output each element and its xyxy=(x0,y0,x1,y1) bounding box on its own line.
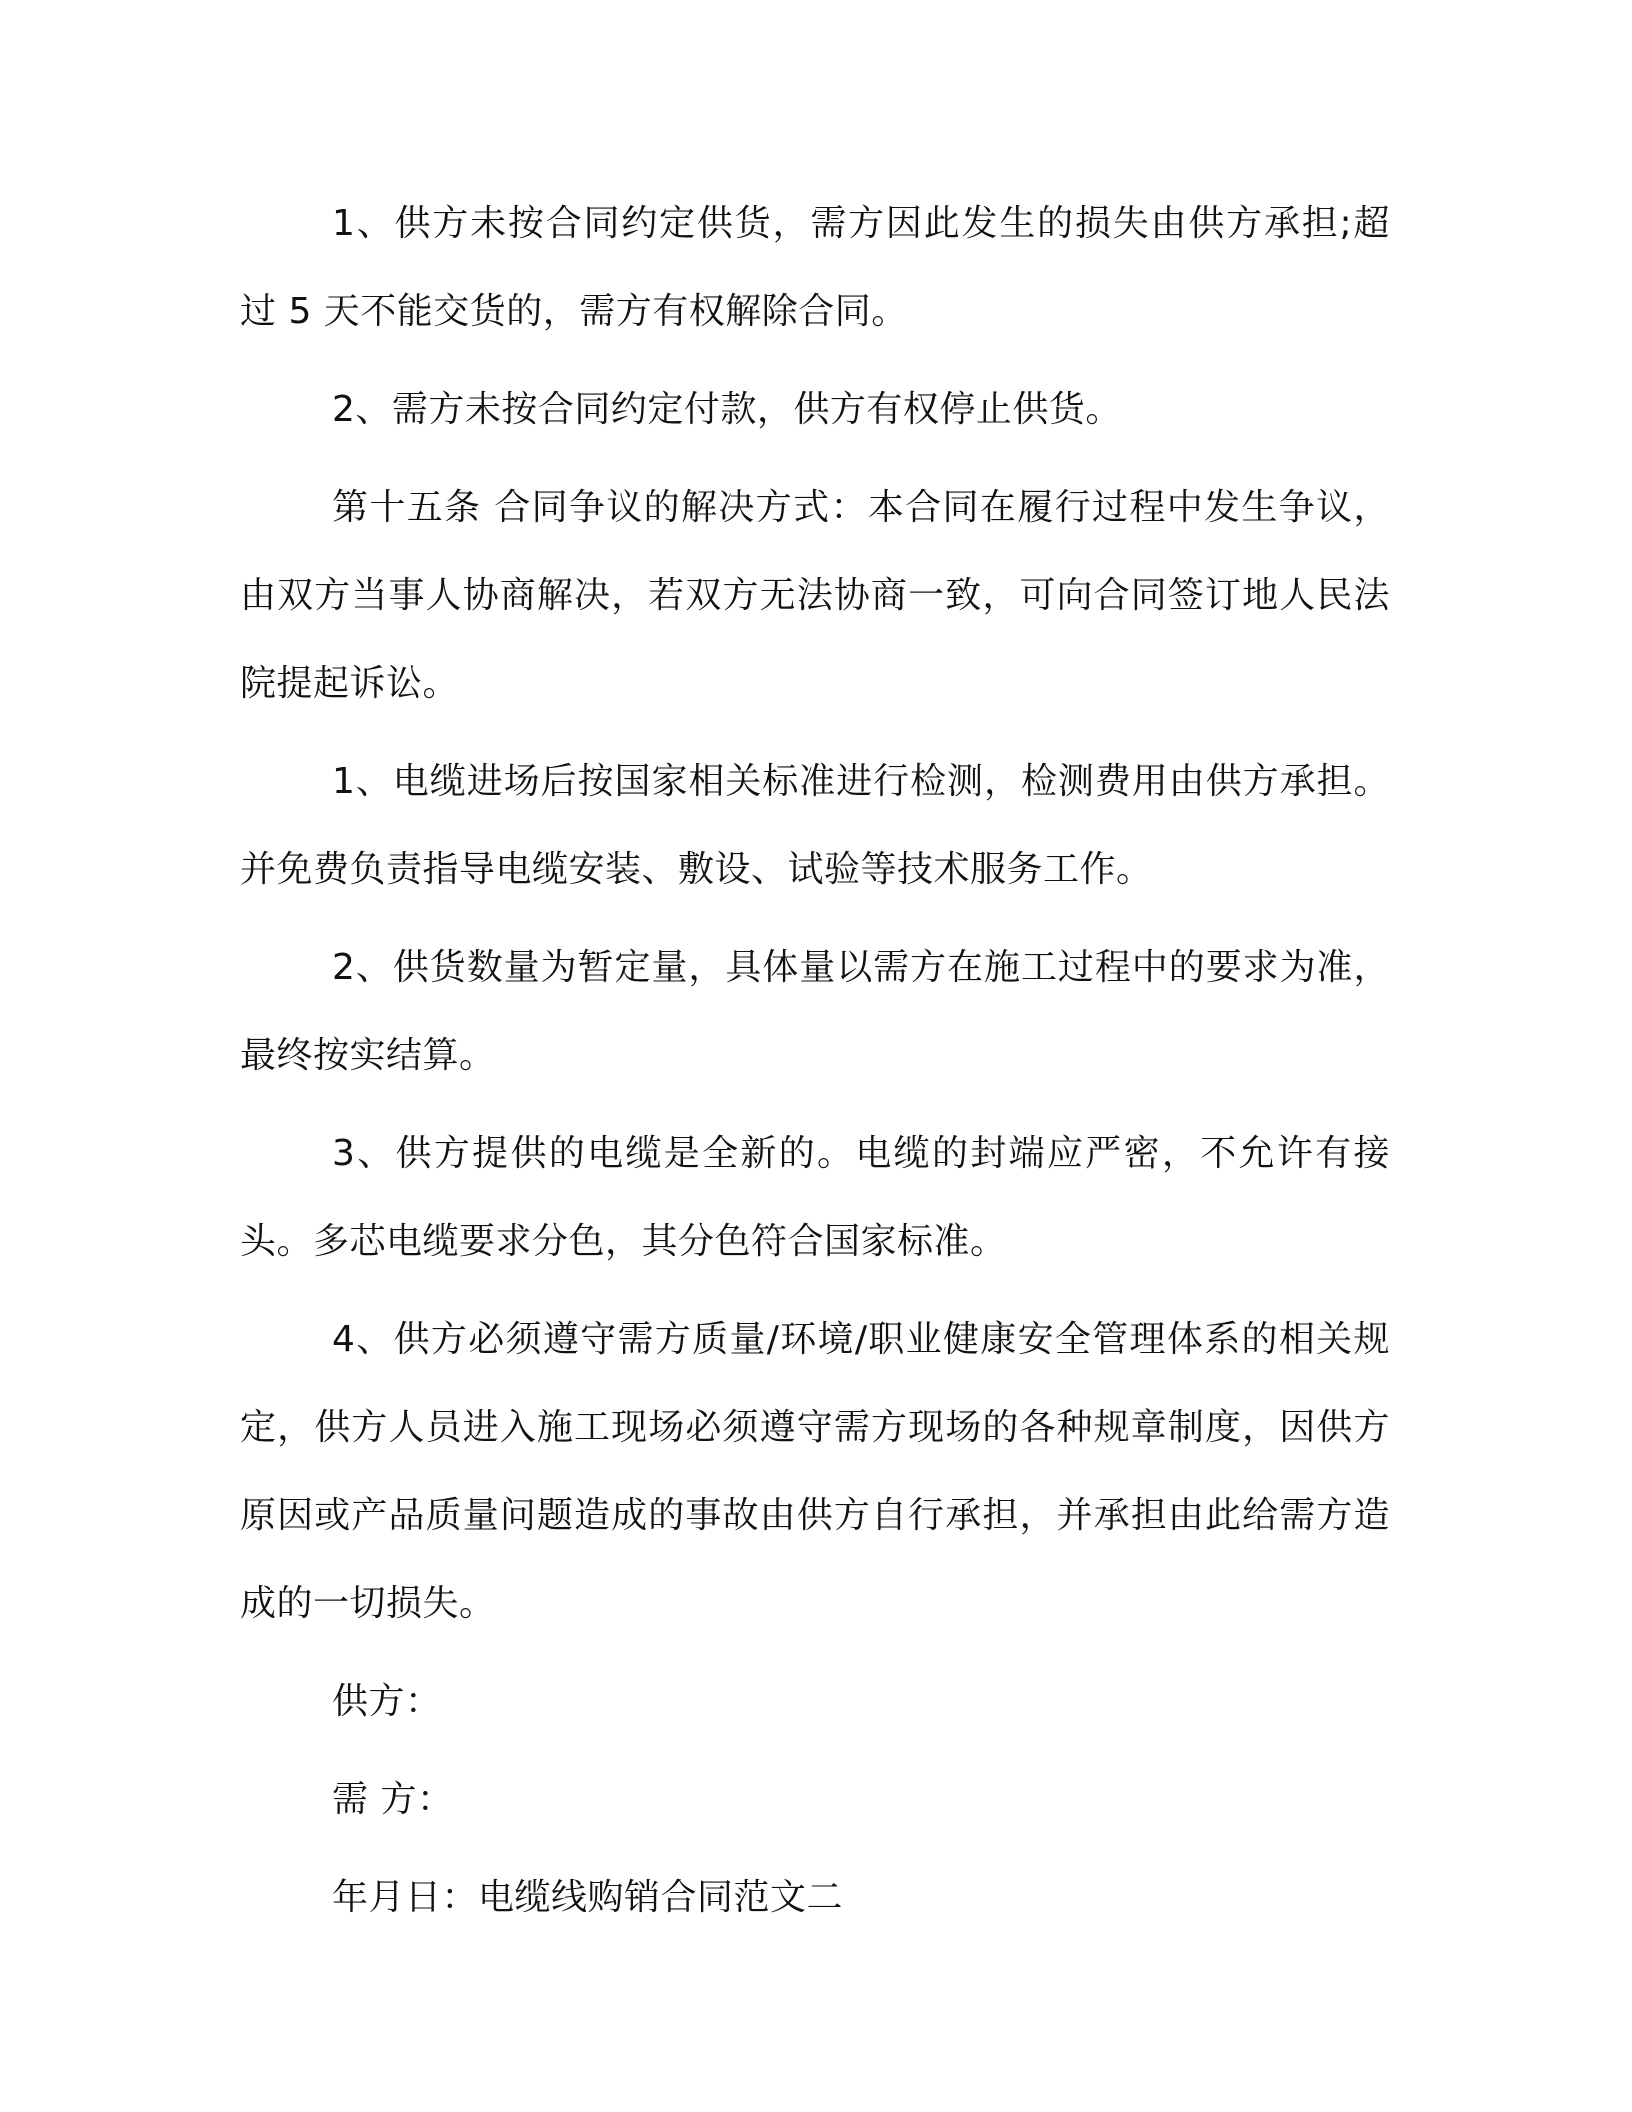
signature-supplier: 供方： xyxy=(332,1681,442,1722)
paragraph-payment-breach: 2、需方未按合同约定付款，供方有权停止供货。 xyxy=(332,389,1122,430)
paragraph-cable-quality: 3、供方提供的电缆是全新的。电缆的封端应严密，不允许有接头。多芯电缆要求分色，其分色符合国家标准。 xyxy=(240,1133,1390,1262)
paragraph-supply-quantity: 2、供货数量为暂定量，具体量以需方在施工过程中的要求为准，最终按实结算。 xyxy=(240,947,1390,1076)
paragraph-dispute-resolution: 第十五条 合同争议的解决方式：本合同在履行过程中发生争议，由双方当事人协商解决，若双方无法协商一致，可向合同签订地人民法院提起诉讼。 xyxy=(240,487,1390,704)
paragraph-site-regulations: 4、供方必须遵守需方质量/环境/职业健康安全管理体系的相关规定，供方人员进入施工现场必须遵守需方现场的各种规章制度，因供方原因或产品质量问题造成的事故由供方自行承担，并承担由此给需方造成的一切损失。 xyxy=(240,1319,1390,1624)
signature-buyer: 需 方： xyxy=(332,1779,454,1820)
paragraph-supply-breach: 1、供方未按合同约定供货，需方因此发生的损失由供方承担;超过 5 天不能交货的，需方有权解除合同。 xyxy=(240,203,1390,332)
document-body xyxy=(240,180,1390,1942)
paragraph-cable-inspection: 1、电缆进场后按国家相关标准进行检测，检测费用由供方承担。并免费负责指导电缆安装、敷设、试验等技术服务工作。 xyxy=(240,761,1390,890)
date-line: 年月日：电缆线购销合同范文二 xyxy=(332,1877,844,1918)
